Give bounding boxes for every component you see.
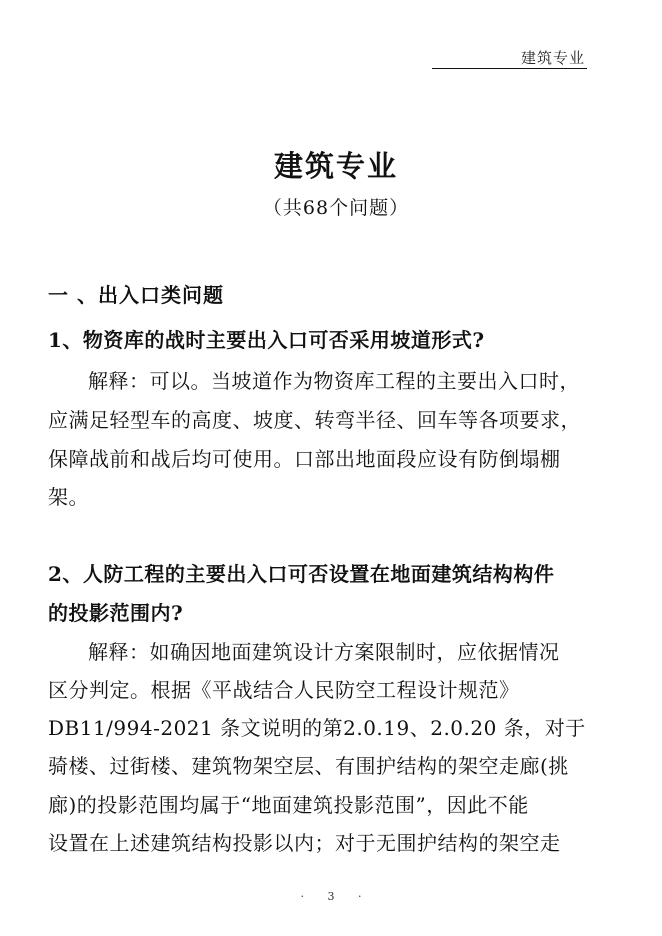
answer-1-line-3: 保障战前和战后均可使用。口部出地面段应设有防倒塌棚	[48, 447, 561, 471]
answer-1-line-2: 应满足轻型车的高度、坡度、转弯半径、回车等各项要求，	[48, 408, 581, 432]
question-1-line-1: 1、物资库的战时主要出入口可否采用坡道形式?	[48, 328, 485, 352]
answer-2-line-1: 解释：如确因地面建筑设计方案限制时，应依据情况	[88, 640, 560, 664]
answer-2-line-3: DB11/994-2021 条文说明的第2.0.19、2.0.20 条，对于	[48, 716, 586, 740]
question-2-line-1: 2、人防工程的主要出入口可否设置在地面建筑结构构件	[48, 562, 555, 586]
answer-2-line-2: 区分判定。根据《平战结合人民防空工程设计规范》	[48, 678, 520, 702]
running-header-title: 建筑专业	[520, 49, 585, 67]
document-subtitle: （共68个问题）	[262, 197, 410, 219]
answer-1-line-4: 架。	[48, 485, 89, 509]
section-heading: 一 、出入口类问题	[48, 283, 224, 307]
page-number: 3	[327, 890, 335, 903]
header-divider	[432, 68, 587, 69]
answer-2-line-5: 廊)的投影范围均属于“地面建筑投影范围”，因此不能	[48, 793, 529, 817]
answer-2-line-6: 设置在上述建筑结构投影以内；对于无围护结构的架空走	[48, 831, 561, 855]
answer-1-line-1: 解释：可以。当坡道作为物资库工程的主要出入口时，	[88, 369, 580, 393]
page-footer	[0, 890, 662, 903]
footer-bullet-left: ·	[300, 890, 304, 903]
footer-bullet-right: ·	[358, 890, 362, 903]
document-title: 建筑专业	[273, 149, 398, 183]
question-2-line-2: 的投影范围内?	[48, 601, 184, 625]
answer-2-line-4: 骑楼、过街楼、建筑物架空层、有围护结构的架空走廊(挑	[48, 754, 569, 778]
